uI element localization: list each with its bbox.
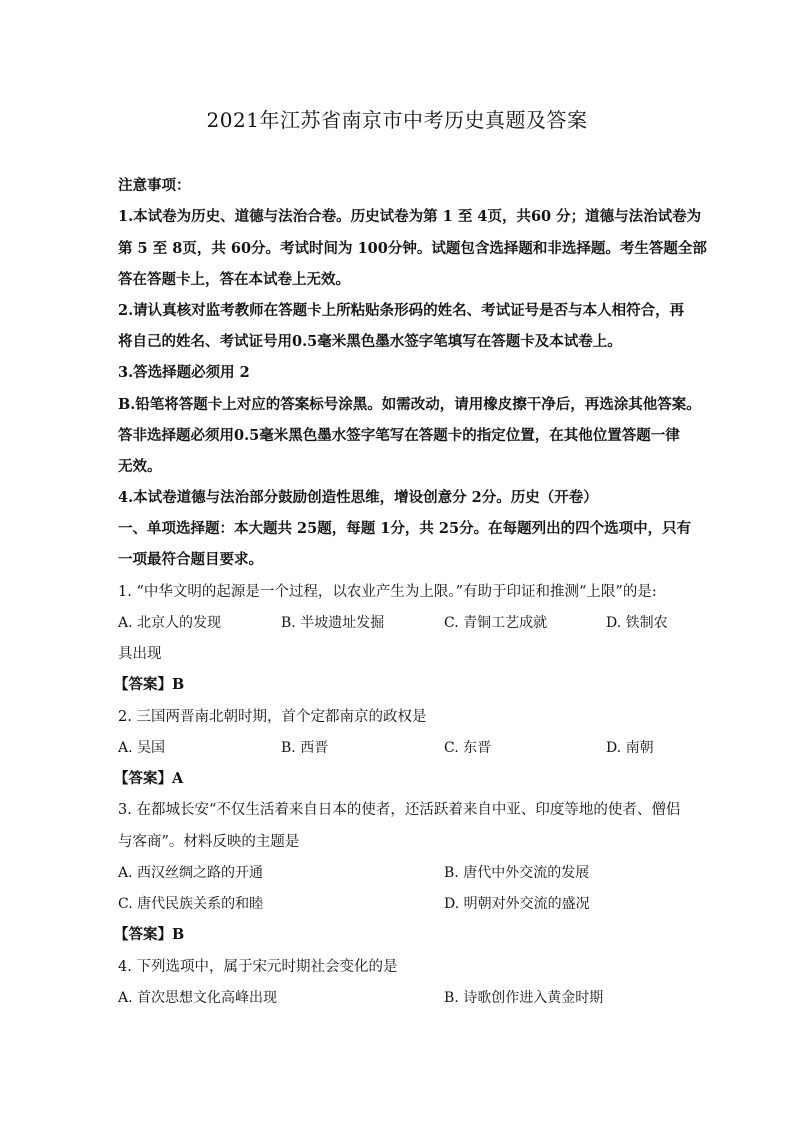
option-d: D. 铁制农 [606, 615, 668, 631]
section-heading: 一项最符合题目要求。 [118, 551, 263, 568]
question-stem: 3. 在都城长安“不仅生活着来自日本的使者，还活跃着来自中亚、印度等地的使者、僧侣 [118, 802, 681, 818]
option-d: D. 南朝 [606, 740, 654, 756]
option-a: A. 吴国 [118, 740, 166, 756]
option-b: B. 半坡遗址发掘 [281, 615, 385, 631]
notice-line: 2.请认真核对监考教师在答题卡上所粘贴条形码的姓名、考试证号是否与本人相符合，再 [118, 302, 685, 319]
option-c: C. 唐代民族关系的和睦 [118, 896, 264, 912]
notice-line: 3.答选择题必须用 2 [118, 364, 250, 381]
option-a: A. 北京人的发现 [118, 615, 222, 631]
question-stem: 2. 三国两晋南北朝时期，首个定都南京的政权是 [118, 709, 427, 725]
answer-label: 【答案】B [114, 676, 185, 693]
notice-line: 第 5 至 8页，共 60分。考试时间为 100分钟。试题包含选择题和非选择题。考生答题全部 [118, 240, 707, 257]
question-stem-continuation: 与客商”。材料反映的主题是 [118, 834, 300, 850]
option-b: B. 西晋 [281, 740, 329, 756]
section-heading: 一、单项选择题：本大题共 25题，每题 1分，共 25分。在每题列出的四个选项中，只有 [118, 520, 692, 537]
notice-line: 将自己的姓名、考试证号用0.5毫米黑色墨水签字笔填写在答题卡及本试卷上。 [118, 333, 622, 350]
question-stem: 4. 下列选项中，属于宋元时期社会变化的是 [118, 959, 398, 975]
notice-line: 无效。 [118, 458, 162, 475]
document-title: 2021年江苏省南京市中考历史真题及答案 [206, 108, 588, 132]
question-stem: 1. “中华文明的起源是一个过程，以农业产生为上限。”有助于印证和推测“上限”的是: [118, 584, 657, 600]
notice-line: 1.本试卷为历史、道德与法治合卷。历史试卷为第 1 至 4页，共60 分；道德与法治试卷为 [118, 208, 702, 225]
option-b: B. 唐代中外交流的发展 [444, 865, 590, 881]
answer-label: 【答案】A [114, 770, 184, 787]
option-a: A. 西汉丝绸之路的开通 [118, 865, 264, 881]
option-c: C. 东晋 [444, 740, 492, 756]
option-b: B. 诗歌创作进入黄金时期 [444, 990, 604, 1006]
notice-line: B.铅笔将答题卡上对应的答案标号涂黑。如需改动，请用橡皮擦干净后，再选涂其他答案。 [118, 396, 701, 413]
option-a: A. 首次思想文化高峰出现 [118, 990, 278, 1006]
notice-line: 答在答题卡上，答在本试卷上无效。 [118, 271, 350, 288]
question-stem-continuation: 具出现 [118, 646, 162, 662]
option-c: C. 青铜工艺成就 [444, 615, 548, 631]
answer-label: 【答案】B [114, 926, 185, 943]
notice-line: 答非选择题必须用0.5毫米黑色墨水签字笔写在答题卡的指定位置，在其他位置答题一律 [118, 427, 680, 444]
option-d: D. 明朝对外交流的盛况 [444, 896, 590, 912]
notice-heading: 注意事项： [118, 177, 191, 194]
notice-line: 4.本试卷道德与法治部分鼓励创造性思维，增设创意分 2分。历史（开卷） [118, 489, 598, 506]
